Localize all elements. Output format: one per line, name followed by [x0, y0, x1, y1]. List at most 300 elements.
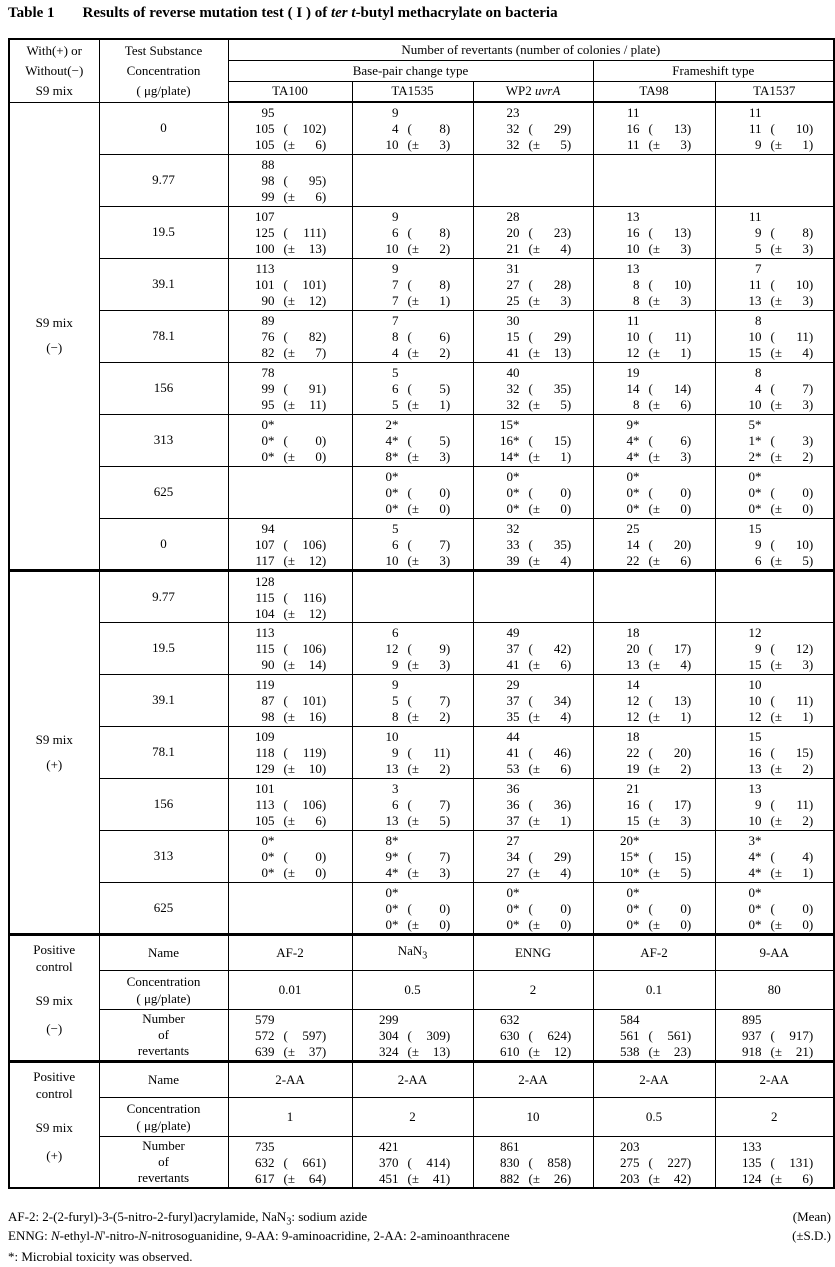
count-lines [716, 259, 834, 309]
count-line [716, 553, 834, 569]
empty-cell [593, 154, 715, 206]
count-value: 94 [261, 520, 275, 536]
paren-value: (± 1) [770, 709, 814, 724]
concentration-cell: 0 [99, 518, 228, 570]
stat-value: 1 [680, 345, 687, 360]
count-line [229, 781, 352, 797]
data-cell [593, 882, 715, 934]
footnotes [8, 1207, 831, 1266]
count-line [353, 693, 473, 709]
count-line [474, 1139, 593, 1155]
paren-value: (± 0) [648, 501, 692, 516]
strain-header: TA98 [593, 81, 715, 102]
plus-minus: ± [652, 241, 660, 256]
count-value: 16 [626, 225, 640, 240]
paren-value: ( 91) [283, 381, 327, 396]
count-value: 0* [748, 884, 762, 900]
count-value: 13 [626, 657, 640, 672]
count-value: 32 [506, 520, 520, 536]
concentration-cell: 313 [99, 414, 228, 466]
stat-value: 5 [439, 381, 446, 396]
paren-value: (± 2) [648, 761, 692, 776]
paren-value: (± 3) [648, 137, 692, 153]
paren-value: (± 3) [770, 397, 814, 412]
stat-value: 6 [315, 137, 322, 153]
data-cell [228, 674, 352, 726]
paren-value: ( 15) [648, 849, 692, 864]
count-value: 9 [392, 657, 399, 672]
stat-value: 15 [553, 433, 567, 448]
count-value: 98 [261, 709, 275, 724]
count-lines [353, 103, 473, 153]
paren-value: ( 0) [528, 485, 572, 500]
plus-minus: ± [774, 449, 782, 464]
plus-minus: ± [652, 552, 660, 568]
count-line [594, 313, 715, 329]
control-concentration-cell: 0.1 [593, 970, 715, 1009]
stat-value: 13 [308, 241, 322, 256]
plus-minus: ± [652, 709, 660, 724]
count-value: 30 [506, 313, 520, 328]
count-value: 113 [255, 797, 275, 812]
count-line [229, 553, 352, 569]
count-value: 76 [261, 329, 275, 344]
count-line [353, 781, 473, 797]
count-line [474, 261, 593, 277]
stat-value: 10 [673, 277, 687, 292]
paren-value: ( 10) [648, 277, 692, 292]
count-value: 0* [261, 849, 275, 864]
stat-value: 6 [439, 329, 446, 344]
count-value: 0* [748, 485, 762, 500]
stat-value: 3 [680, 293, 687, 308]
count-line [594, 553, 715, 569]
control-concentration-cell: 1 [228, 1097, 352, 1136]
data-cell [593, 518, 715, 570]
control-data-cell [228, 1009, 352, 1061]
stat-value: 8 [439, 277, 446, 292]
count-line [353, 761, 473, 777]
paren-value: (± 6) [283, 813, 327, 828]
paren-value: ( 14) [648, 381, 692, 396]
paren-value: (± 5) [528, 397, 572, 412]
stat-value: 0 [315, 449, 322, 464]
count-lines [474, 103, 593, 153]
count-value: 11 [748, 209, 762, 224]
count-value: 32 [506, 121, 520, 137]
plus-minus: ± [774, 501, 782, 516]
strain-header: TA1537 [715, 81, 834, 102]
paren-value: (± 6) [283, 137, 327, 153]
count-value: 125 [255, 225, 275, 240]
plus-minus: ± [411, 241, 419, 256]
data-cell [352, 882, 473, 934]
count-line [353, 209, 473, 225]
table-row [9, 1009, 834, 1061]
count-value: 9 [392, 261, 399, 276]
stat-value: 4 [680, 657, 687, 672]
stat-value: 3 [439, 657, 446, 672]
count-value: 9 [755, 536, 762, 552]
stat-value: 3 [680, 137, 687, 153]
control-name-cell: 2-AA [473, 1061, 593, 1097]
count-line [716, 1155, 834, 1171]
count-lines [716, 1137, 834, 1187]
table-row [9, 674, 834, 726]
stat-value: 5 [680, 865, 687, 880]
plus-minus: ± [532, 709, 540, 724]
paren-value: ( 0) [283, 433, 327, 448]
count-line [229, 417, 352, 433]
count-value: 21 [626, 781, 640, 796]
count-lines [474, 519, 593, 569]
count-lines [353, 415, 473, 465]
count-value: 14* [500, 449, 520, 464]
count-line [716, 641, 834, 657]
plus-minus: ± [411, 657, 419, 672]
paren-value: ( 101) [283, 693, 327, 708]
count-line [229, 225, 352, 241]
count-value: 0* [748, 469, 762, 484]
stat-value: 309 [426, 1027, 446, 1043]
paren-value: ( 46) [528, 745, 572, 760]
stat-value: 2 [439, 761, 446, 776]
stat-value: 3 [802, 397, 809, 412]
table-row [9, 570, 834, 622]
stat-value: 37 [308, 1043, 322, 1059]
count-value: 0* [261, 833, 275, 848]
plus-minus: ± [652, 449, 660, 464]
paren-value: ( 36) [528, 797, 572, 812]
count-line [474, 693, 593, 709]
paren-value: (± 0) [770, 916, 814, 932]
count-value: 16 [626, 797, 640, 812]
paren-value: ( 23) [528, 225, 572, 240]
count-lines [594, 1010, 715, 1060]
stat-value: 4 [560, 865, 567, 880]
paren-value: (± 0) [283, 449, 327, 464]
plus-minus: ± [287, 449, 295, 464]
count-value: 10* [620, 865, 640, 880]
count-value: 41 [506, 345, 520, 360]
plus-minus: ± [287, 293, 295, 308]
stat-value: 597 [302, 1027, 322, 1043]
count-value: 15 [626, 813, 640, 828]
stat-value: 1 [802, 865, 809, 880]
stat-value: 9 [439, 641, 446, 656]
paren-value: (± 1) [648, 709, 692, 724]
count-line [229, 277, 352, 293]
count-value: 99 [261, 189, 275, 204]
stat-value: 20 [673, 536, 687, 552]
plus-minus: ± [532, 137, 540, 153]
count-line [229, 641, 352, 657]
plus-minus: ± [411, 709, 419, 724]
paren-value: ( 10) [770, 277, 814, 292]
count-value: 90 [261, 657, 275, 672]
count-line [474, 397, 593, 413]
count-value: 109 [255, 729, 275, 744]
plus-minus: ± [287, 1170, 295, 1186]
count-value: 0* [506, 469, 520, 484]
count-line [353, 345, 473, 361]
count-line [474, 641, 593, 657]
stat-value: 0 [560, 916, 567, 932]
count-value: 104 [255, 605, 275, 621]
count-value: 98 [261, 173, 275, 188]
count-line [353, 709, 473, 725]
count-value: 11 [748, 121, 762, 137]
count-lines [353, 779, 473, 829]
paren-value: (± 12) [283, 293, 327, 308]
count-line [229, 693, 352, 709]
count-lines [474, 311, 593, 361]
empty-cell [593, 570, 715, 622]
plus-minus: ± [652, 1170, 660, 1186]
count-lines [474, 467, 593, 517]
data-cell [352, 622, 473, 674]
stat-value: 20 [673, 745, 687, 760]
count-line [474, 105, 593, 121]
stat-value: 29 [553, 121, 567, 137]
count-value: 10 [748, 813, 762, 828]
count-line [229, 677, 352, 693]
count-value: 0* [261, 449, 275, 464]
title-text [83, 5, 558, 21]
count-lines [353, 727, 473, 777]
data-cell [473, 674, 593, 726]
data-cell [352, 778, 473, 830]
count-line [594, 1155, 715, 1171]
count-value: 25 [506, 293, 520, 308]
data-cell [352, 726, 473, 778]
stat-value: 14 [673, 381, 687, 396]
stat-value: 227 [667, 1154, 687, 1170]
count-lines [594, 467, 715, 517]
count-line [716, 209, 834, 225]
control-data-cell [473, 1136, 593, 1188]
data-cell [715, 778, 834, 830]
count-value: 0* [506, 884, 520, 900]
count-line [229, 521, 352, 537]
count-lines [353, 883, 473, 933]
paren-value: (± 3) [770, 657, 814, 672]
count-line [716, 865, 834, 881]
count-value: 22 [626, 745, 640, 760]
count-value: 105 [255, 137, 275, 153]
concentration-cell: 313 [99, 830, 228, 882]
paren-value: ( 0) [648, 485, 692, 500]
stat-value: 3 [680, 449, 687, 464]
count-value: 9* [385, 849, 399, 864]
count-value: 39 [506, 552, 520, 568]
count-line [716, 833, 834, 849]
data-cell [352, 310, 473, 362]
count-value: 13 [385, 761, 399, 776]
count-value: 105 [255, 121, 275, 137]
count-value: 15* [500, 417, 520, 432]
count-line [594, 761, 715, 777]
count-lines [594, 519, 715, 569]
stat-value: 13 [673, 225, 687, 240]
data-cell [473, 258, 593, 310]
count-value: 0* [626, 884, 640, 900]
count-line [594, 849, 715, 865]
count-line [353, 105, 473, 121]
count-line [716, 1139, 834, 1155]
count-line [353, 1171, 473, 1187]
data-cell [593, 414, 715, 466]
basepair-group-header: Base-pair change type [228, 60, 593, 81]
count-line [716, 137, 834, 153]
count-lines [229, 675, 352, 725]
footnote-line-3 [8, 1247, 831, 1266]
table-row [9, 726, 834, 778]
table-row [9, 39, 834, 60]
concentration-row-label: Concentration ( μg/plate) [99, 1097, 228, 1136]
data-cell [715, 674, 834, 726]
count-line [594, 1012, 715, 1028]
count-line [474, 345, 593, 361]
count-line [353, 469, 473, 485]
stat-value: 13 [432, 1043, 446, 1059]
count-line [594, 833, 715, 849]
paren-value: ( 10) [770, 121, 814, 137]
count-line [594, 1139, 715, 1155]
stat-value: 6 [315, 189, 322, 204]
count-lines [353, 207, 473, 257]
count-line [594, 261, 715, 277]
count-value: 632 [255, 1154, 275, 1170]
control-data-cell [352, 1136, 473, 1188]
count-lines [716, 311, 834, 361]
count-value: 23 [506, 105, 520, 121]
paren-value: (± 16) [283, 709, 327, 724]
count-line [353, 241, 473, 257]
count-lines [353, 623, 473, 673]
paren-value: ( 20) [648, 536, 692, 552]
stat-value: 35 [553, 381, 567, 396]
count-lines [229, 779, 352, 829]
count-value: 572 [255, 1027, 275, 1043]
positive-control-label [9, 1061, 99, 1188]
concentration-cell: 0 [99, 102, 228, 154]
stat-value: 8 [802, 225, 809, 240]
data-cell [715, 102, 834, 154]
count-line [594, 641, 715, 657]
plus-minus: ± [411, 761, 419, 776]
stat-value: 2 [439, 241, 446, 256]
paren-value: ( 101) [283, 277, 327, 292]
count-value: 6 [755, 552, 762, 568]
count-line [474, 537, 593, 553]
count-line [229, 261, 352, 277]
count-line [353, 641, 473, 657]
stat-value: 7 [802, 381, 809, 396]
stat-value: 29 [553, 849, 567, 864]
count-lines [229, 363, 352, 413]
paren-value: ( 106) [283, 797, 327, 812]
count-line [474, 241, 593, 257]
strain-header: WP2 uvrA [473, 81, 593, 102]
count-line [353, 1012, 473, 1028]
count-value: 9 [755, 225, 762, 240]
data-cell [228, 830, 352, 882]
control-concentration-cell: 2 [473, 970, 593, 1009]
count-value: 25 [626, 520, 640, 536]
count-value: 16 [748, 745, 762, 760]
count-value: 16 [626, 121, 640, 137]
count-lines [229, 155, 352, 205]
stat-value: 15 [673, 849, 687, 864]
strain-header: TA1535 [352, 81, 473, 102]
count-lines [594, 363, 715, 413]
data-cell [715, 362, 834, 414]
paren-value: (± 5) [648, 865, 692, 880]
paren-value: (± 4) [648, 657, 692, 672]
paren-value: (± 7) [283, 345, 327, 360]
plus-minus: ± [774, 813, 782, 828]
stat-value: 42 [673, 1170, 687, 1186]
plus-minus: ± [287, 137, 295, 153]
count-value: 82 [261, 345, 275, 360]
stat-value: 858 [547, 1154, 567, 1170]
count-lines [474, 779, 593, 829]
count-value: 0* [626, 469, 640, 484]
count-lines [353, 519, 473, 569]
count-line [353, 329, 473, 345]
count-line [353, 225, 473, 241]
stat-value: 46 [553, 745, 567, 760]
paren-value: (± 12) [283, 605, 327, 621]
count-value: 0* [748, 501, 762, 516]
plus-minus: ± [287, 397, 295, 412]
count-line [474, 865, 593, 881]
data-cell [473, 518, 593, 570]
concentration-cell: 625 [99, 882, 228, 934]
count-value: 135 [742, 1154, 762, 1170]
stat-value: 7 [439, 693, 446, 708]
plus-minus: ± [774, 865, 782, 880]
count-value: 0* [261, 417, 275, 432]
data-cell [593, 362, 715, 414]
stat-value: 0 [439, 501, 446, 516]
plus-minus: ± [652, 916, 660, 932]
count-lines [716, 883, 834, 933]
count-value: 8 [633, 397, 640, 412]
count-value: 203 [620, 1138, 640, 1154]
count-line [229, 449, 352, 465]
paren-value: ( 29) [528, 329, 572, 344]
count-value: 6 [392, 381, 399, 396]
data-cell [715, 882, 834, 934]
stat-value: 1 [439, 397, 446, 412]
count-line [474, 381, 593, 397]
paren-value: ( 309) [407, 1027, 451, 1043]
count-value: 6 [392, 797, 399, 812]
paren-value: ( 0) [407, 900, 451, 916]
plus-minus: ± [532, 449, 540, 464]
count-line [229, 1155, 352, 1171]
count-line [716, 1012, 834, 1028]
count-line [716, 261, 834, 277]
stat-value: 13 [673, 121, 687, 137]
stat-value: 917 [789, 1027, 809, 1043]
count-value: 0* [385, 884, 399, 900]
data-cell [715, 466, 834, 518]
count-line [594, 433, 715, 449]
count-line [229, 1028, 352, 1044]
